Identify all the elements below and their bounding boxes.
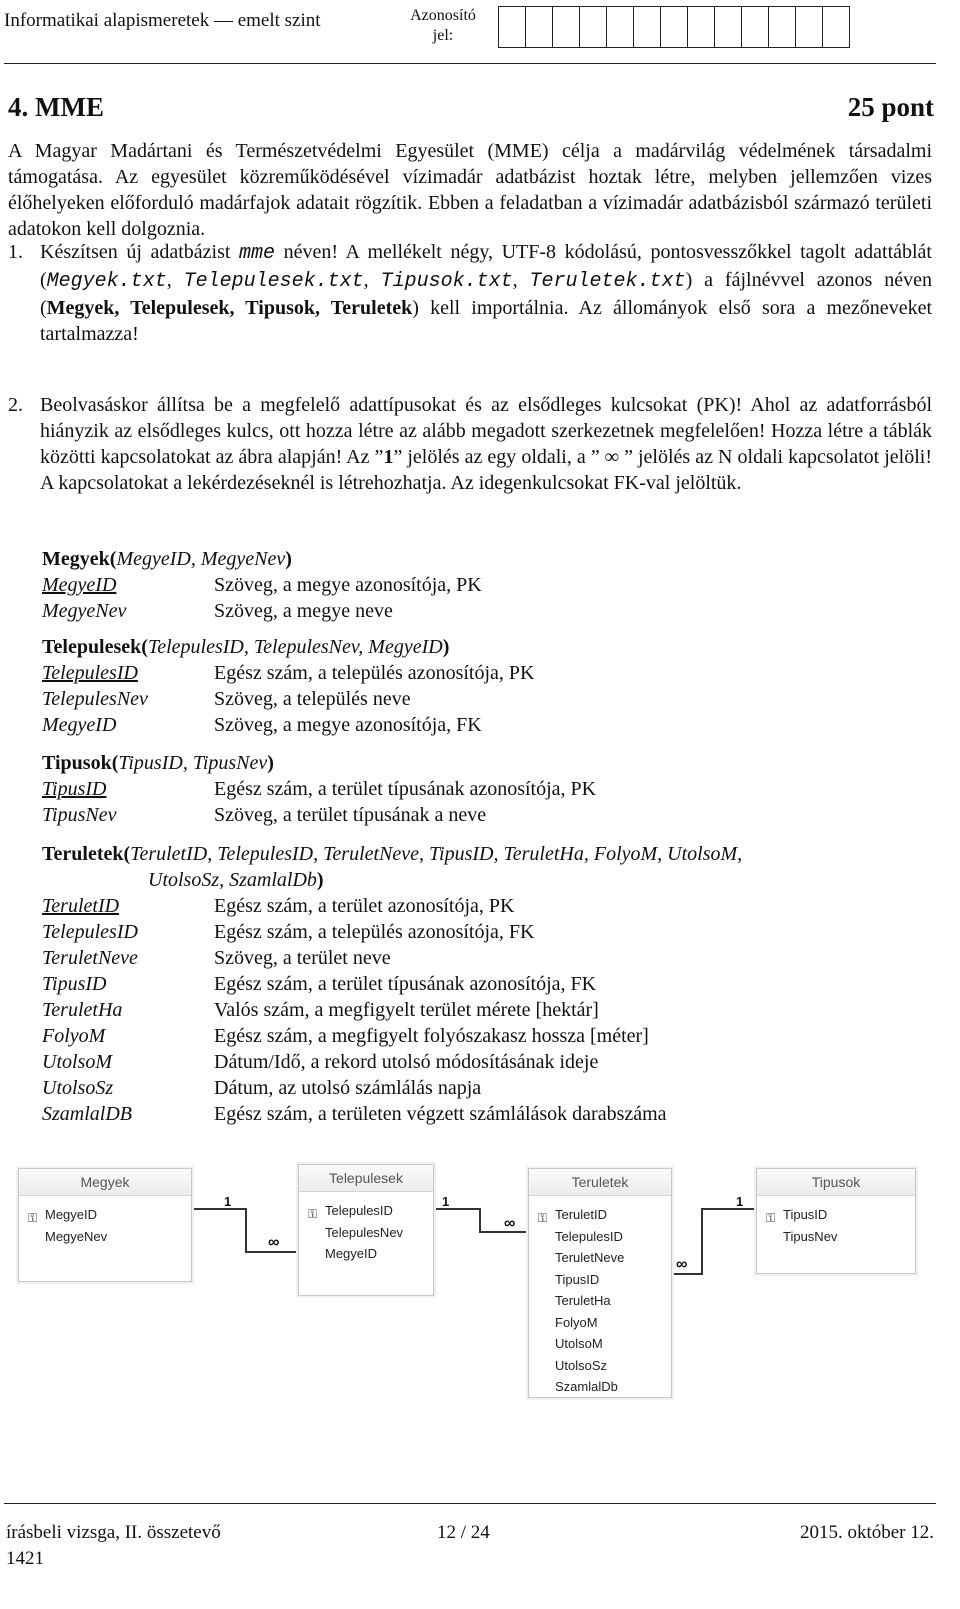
diagram-field-name: TelepulesID — [325, 1203, 393, 1218]
field-description: Egész szám, a terület azonosítója, PK — [214, 895, 515, 917]
page-number: 12 / 24 — [437, 1522, 490, 1543]
field-name: MegyeID — [42, 714, 117, 736]
diagram-table-megyek[interactable] — [18, 1168, 192, 1282]
field-description: Egész szám, a megfigyelt folyószakasz hossza [méter] — [214, 1025, 649, 1047]
item-text: Készítsen új adatbázist — [40, 241, 240, 263]
id-box[interactable] — [796, 6, 823, 48]
one-symbol: 1 — [383, 446, 394, 468]
item-text: néven! A mellékelt négy, UTF-8 kódolású, pontosvesszőkkel tagolt adattáblát ( — [40, 241, 932, 291]
field-name: FolyoM — [42, 1025, 106, 1047]
field-description: Dátum, az utolsó számlálás napja — [214, 1077, 482, 1099]
key-icon: ⚿ — [766, 1211, 776, 1225]
schema-field-row — [42, 686, 449, 712]
diagram-field[interactable] — [299, 1200, 433, 1222]
id-label-line-1: Azonosító — [410, 7, 476, 24]
diagram-field-name: UtolsoM — [555, 1336, 603, 1351]
diagram-field[interactable] — [529, 1376, 671, 1398]
schema-field-row — [42, 712, 482, 738]
diagram-field-name: TipusID — [783, 1207, 828, 1222]
field-name: MegyeID — [42, 574, 117, 596]
diagram-field-name: FolyoM — [555, 1314, 598, 1330]
schema-field-row — [42, 893, 742, 919]
diagram-table-title: Teruletek — [529, 1169, 671, 1196]
infinity-icon: ∞ — [268, 1234, 280, 1251]
diagram-field-name: MegyeID — [325, 1246, 378, 1261]
schema-field-row — [42, 1101, 742, 1127]
diagram-field-name: TeruletHa — [555, 1293, 611, 1308]
id-box[interactable] — [607, 6, 634, 48]
field-name: UtolsoM — [42, 1051, 112, 1073]
diagram-field-name: UtolsoSz — [555, 1357, 608, 1373]
schema-megyek — [42, 546, 482, 624]
id-box[interactable] — [580, 6, 607, 48]
diagram-table-teruletek[interactable] — [528, 1168, 672, 1398]
field-name: TipusID — [42, 778, 107, 800]
diagram-field-name: TelepulesNev — [325, 1224, 404, 1240]
id-box[interactable] — [742, 6, 769, 48]
spacer — [299, 1192, 433, 1200]
schema-field-row — [42, 997, 742, 1023]
spacer — [19, 1196, 191, 1204]
id-label — [408, 6, 478, 46]
task-points: 25 pont — [847, 92, 934, 122]
diagram-field-name: MegyeNev — [45, 1228, 108, 1244]
page-header — [4, 6, 936, 62]
diagram-table-telepulesek[interactable] — [298, 1164, 434, 1296]
field-name: SzamlalDB — [42, 1103, 132, 1125]
schema-title: Tipusok(TipusID, TipusNev) — [42, 752, 274, 774]
task-item-2 — [8, 392, 932, 542]
task-item-1 — [8, 239, 932, 379]
field-name: TelepulesID — [42, 921, 138, 943]
diagram-field[interactable] — [529, 1269, 671, 1291]
schema-rows — [42, 660, 535, 738]
diagram-field[interactable] — [299, 1243, 433, 1265]
infinity-icon: ∞ — [504, 1215, 516, 1232]
diagram-field-name: SzamlalDb — [555, 1379, 618, 1394]
field-name: MegyeNev — [42, 600, 127, 622]
schema-field-row — [42, 1023, 742, 1049]
id-box[interactable] — [715, 6, 742, 48]
item-body — [40, 239, 932, 347]
diagram-field-name: TipusNev — [783, 1228, 838, 1244]
key-icon: ⚿ — [28, 1211, 38, 1225]
diagram-table-tipusok[interactable] — [756, 1168, 916, 1274]
relation-line-megyek-telepulesek — [190, 1209, 298, 1252]
diagram-field[interactable] — [529, 1226, 671, 1248]
field-name: TelepulesID — [42, 662, 138, 684]
schema-title: Telepulesek(TelepulesID, TelepulesNev, MegyeID) — [42, 636, 450, 658]
field-description: Dátum/Idő, a rekord utolsó módosításának ideje — [214, 1051, 599, 1073]
infinity-icon: ∞ — [676, 1256, 688, 1273]
id-box[interactable] — [498, 6, 526, 48]
diagram-table-title: Telepulesek — [299, 1165, 433, 1192]
field-description: Szöveg, a terület típusának a neve — [214, 804, 487, 826]
id-box[interactable] — [823, 6, 850, 48]
file-name: Tipusok.txt — [380, 270, 513, 293]
schema-rows — [42, 893, 742, 1127]
id-box[interactable] — [688, 6, 715, 48]
relationship-diagram — [0, 1158, 960, 1398]
separator: , — [512, 269, 530, 291]
diagram-field[interactable] — [529, 1333, 671, 1355]
header-divider — [4, 63, 936, 64]
schema-teruletek — [42, 841, 742, 1127]
diagram-table-title: Tipusok — [757, 1169, 915, 1196]
diagram-table-title: Megyek — [19, 1169, 191, 1196]
diagram-field-name: MegyeID — [45, 1207, 98, 1222]
one-label: 1 — [442, 1194, 450, 1209]
diagram-field[interactable] — [299, 1222, 433, 1244]
schema-field-row — [42, 919, 742, 945]
item-text: ” jelölés az N oldali kapcsolatot jelöli! A kapcsolatokat a lekérdezéseknél is létrehozhatja. Az idegenkulcsokat FK-val jelöltük. — [40, 446, 932, 494]
footer-code: 1421 — [6, 1548, 44, 1569]
field-name: TipusID — [42, 973, 107, 995]
footer-exam: írásbeli vizsga, II. összetevő — [6, 1522, 221, 1543]
schema-field-row — [42, 598, 393, 624]
diagram-field[interactable] — [19, 1226, 191, 1248]
schema-field-row — [42, 1075, 742, 1101]
item-text: Beolvasáskor állítsa be a megfelelő adattípusokat és az elsődleges kulcsokat (PK)! Ahol az adatforrásból hiányzik az elsődleges kulcs, ott hozza létre az alább megadott szerkezetnek megfelelően! Hozza létre a táblák közötti kapcsolatokat az ábra alapján! Az ” — [40, 394, 932, 468]
schema-tipusok — [42, 750, 597, 828]
item-text: ) kell importálnia. Az állományok első sora a mezőneveket tartalmazza! — [40, 297, 932, 345]
separator: , — [363, 269, 381, 291]
schema-field-row — [42, 660, 535, 686]
diagram-field[interactable] — [529, 1290, 671, 1312]
id-box[interactable] — [661, 6, 688, 48]
field-description: Valós szám, a megfigyelt terület mérete [hektár] — [214, 999, 599, 1021]
diagram-field-name: TeruletID — [555, 1207, 608, 1222]
item-number: 2. — [8, 394, 23, 416]
schema-field-row — [42, 572, 482, 598]
one-label: 1 — [224, 1194, 232, 1209]
diagram-field[interactable] — [529, 1355, 671, 1377]
field-description: Egész szám, a település azonosítója, PK — [214, 662, 535, 684]
spacer — [529, 1196, 671, 1204]
field-description: Szöveg, a megye azonosítója, FK — [214, 714, 482, 736]
schema-field-row — [42, 971, 742, 997]
item-text: ” jelölés az egy oldali, a ” — [393, 446, 600, 468]
id-box[interactable] — [526, 6, 553, 48]
key-icon: ⚿ — [308, 1207, 318, 1221]
separator: , — [166, 269, 184, 291]
schema-telepulesek — [42, 634, 535, 738]
id-box[interactable] — [634, 6, 661, 48]
field-description: Egész szám, a területen végzett számlálások darabszáma — [214, 1103, 667, 1125]
diagram-field[interactable] — [529, 1247, 671, 1269]
table-names: Megyek, Telepulesek, Tipusok, Teruletek — [46, 297, 413, 319]
diagram-field[interactable] — [529, 1204, 671, 1226]
schema-field-row — [42, 802, 487, 828]
field-name: UtolsoSz — [42, 1077, 114, 1099]
spacer — [757, 1196, 915, 1204]
file-name: Teruletek.txt — [529, 270, 686, 293]
schema-title: Megyek(MegyeID, MegyeNev) — [42, 548, 292, 570]
field-description: Egész szám, a terület típusának azonosítója, FK — [214, 973, 597, 995]
footer-divider — [4, 1503, 936, 1504]
diagram-field[interactable] — [529, 1312, 671, 1334]
key-icon: ⚿ — [538, 1211, 548, 1225]
exam-subject: Informatikai alapismeretek — emelt szint — [4, 10, 321, 31]
field-name: TeruletHa — [42, 999, 123, 1021]
diagram-field-name: TeruletNeve — [555, 1250, 625, 1265]
diagram-field-name: TelepulesID — [555, 1228, 623, 1244]
field-name: TeruletNeve — [42, 947, 138, 969]
diagram-field[interactable] — [757, 1226, 915, 1248]
id-boxes — [498, 6, 850, 48]
field-description: Szöveg, a megye neve — [214, 600, 393, 622]
one-label: 1 — [736, 1194, 744, 1209]
id-box[interactable] — [553, 6, 580, 48]
file-name: Megyek.txt — [46, 270, 167, 293]
schema-field-row — [42, 945, 742, 971]
footer-date: 2015. október 12. — [799, 1522, 934, 1543]
item-body — [40, 392, 932, 496]
item-text: ) a fájlnévvel azonos néven ( — [40, 269, 933, 319]
field-description: Szöveg, a megye azonosítója, PK — [214, 574, 482, 596]
field-name: TelepulesNev — [42, 688, 148, 710]
diagram-field[interactable] — [757, 1204, 915, 1226]
field-description: Egész szám, a település azonosítója, FK — [214, 921, 535, 943]
infinity-icon: ∞ — [599, 446, 625, 468]
schema-rows — [42, 776, 597, 828]
schema-field-row — [42, 776, 597, 802]
db-name: mme — [239, 242, 276, 265]
schema-title-cont: UtolsoSz, SzamlalDb) — [148, 869, 324, 891]
id-box[interactable] — [769, 6, 796, 48]
diagram-field-name: TipusID — [555, 1271, 600, 1287]
task-title: 4. MME — [8, 92, 104, 122]
task-intro: A Magyar Madártani és Természetvédelmi Egyesület (MME) célja a madárvilág védelmének társadalmi támogatása. Az egyesület közreműködésével vízimadár adatbázist hoztak létre, melyben jellemzően vizes élőhelyeken előforduló madárfajok adatait rögzítik. Ebben a feladatban a vízimadár adatbázisból származó területi adatokon kell dolgoznia. — [8, 140, 932, 240]
diagram-field[interactable] — [19, 1204, 191, 1226]
schema-field-row — [42, 1049, 742, 1075]
file-name: Telepulesek.txt — [183, 270, 364, 293]
schema-rows — [42, 572, 482, 624]
id-label-line-2: jel: — [432, 27, 454, 44]
field-description: Egész szám, a terület típusának azonosítója, PK — [214, 778, 597, 800]
field-name: TeruletID — [42, 895, 120, 917]
item-number: 1. — [8, 241, 23, 263]
field-name: TipusNev — [42, 804, 117, 826]
field-description: Szöveg, a terület neve — [214, 947, 391, 969]
field-description: Szöveg, a település neve — [214, 688, 411, 710]
schema-title: Teruletek(TeruletID, TelepulesID, TeruletNeve, TipusID, TeruletHa, FolyoM, UtolsoM, — [42, 843, 743, 865]
